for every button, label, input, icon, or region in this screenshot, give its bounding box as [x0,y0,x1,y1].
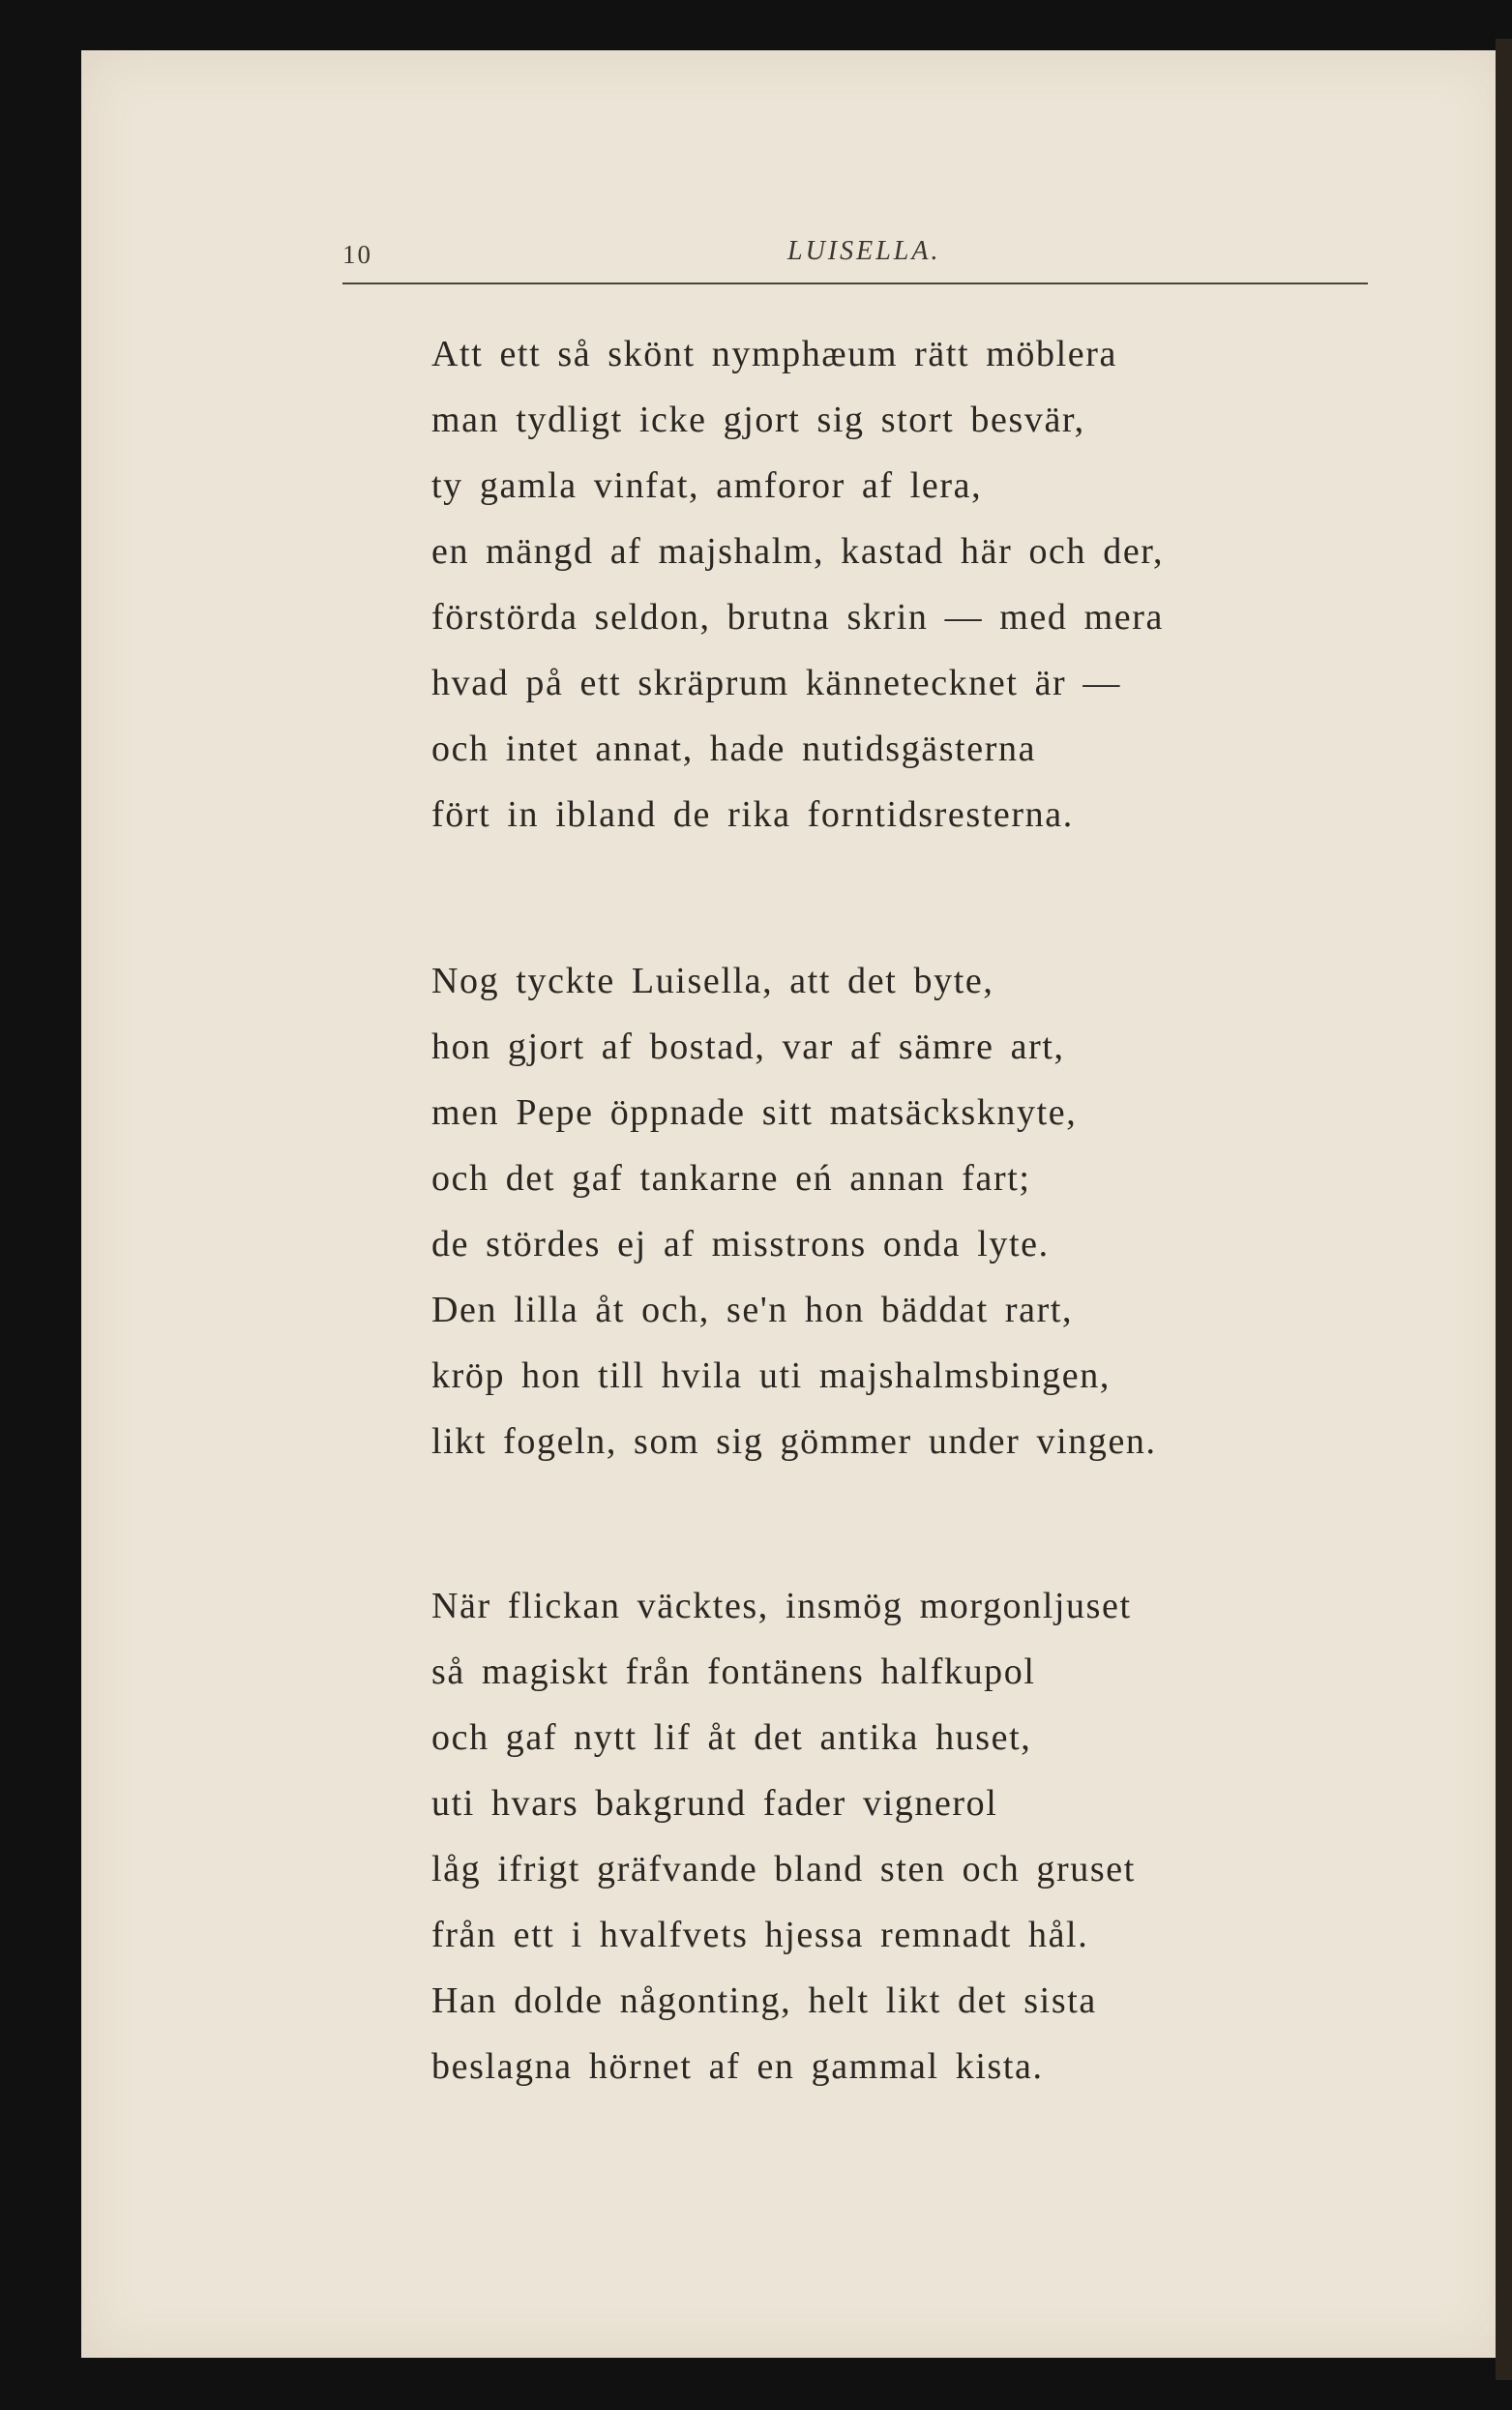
verse-line: beslagna hörnet af en gammal kista. [431,2046,1044,2087]
stanza-2 [431,948,1302,1474]
verse-line: förstörda seldon, brutna skrin — med mera [431,597,1164,638]
page-header [342,232,1368,286]
page-number: 10 [342,240,372,269]
verse-line: och det gaf tankarne eń annan fart; [431,1158,1031,1199]
verse-line: hvad på ett skräprum kännetecknet är — [431,663,1122,703]
verse-line: kröp hon till hvila uti majshalmsbingen, [431,1355,1111,1396]
verse-line: Nog tyckte Luisella, att det byte, [431,961,994,1001]
verse-line: från ett i hvalfvets hjessa remnadt hål. [431,1915,1089,1955]
stanza-1 [431,321,1302,848]
verse-line: de stördes ej af misstrons onda lyte. [431,1224,1050,1265]
verse-line: Han dolde någonting, helt likt det sista [431,1980,1097,2021]
verse-line: Den lilla åt och, se'n hon bäddat rart, [431,1290,1074,1330]
verse-line: likt fogeln, som sig gömmer under vingen. [431,1421,1157,1462]
verse-line: låg ifrigt gräfvande bland sten och gruset [431,1849,1136,1889]
verse-line: fört in ibland de rika forntidsresterna. [431,794,1074,835]
verse-line: uti hvars bakgrund fader vignerol [431,1783,998,1824]
stanza-3 [431,1573,1302,2099]
verse-line: så magiskt från fontänens halfkupol [431,1651,1036,1692]
verse-line: hon gjort af bostad, var af sämre art, [431,1026,1065,1067]
verse-line: När flickan väcktes, insmög morgonljuset [431,1586,1132,1626]
verse-line: och gaf nytt lif åt det antika huset, [431,1717,1032,1758]
verse-line: man tydligt icke gjort sig stort besvär, [431,400,1085,440]
verse-line: ty gamla vinfat, amforor af lera, [431,465,983,506]
verse-line: men Pepe öppnade sitt matsäcksknyte, [431,1092,1078,1133]
running-title: LUISELLA. [787,236,941,266]
verse-line: en mängd af majshalm, kastad här och der, [431,531,1165,572]
verse-line: Att ett så skönt nymphæum rätt möblera [431,334,1117,374]
page-edge-shadow [1496,39,1512,2380]
header-rule [342,283,1368,284]
verse-line: och intet annat, hade nutidsgästerna [431,729,1037,769]
